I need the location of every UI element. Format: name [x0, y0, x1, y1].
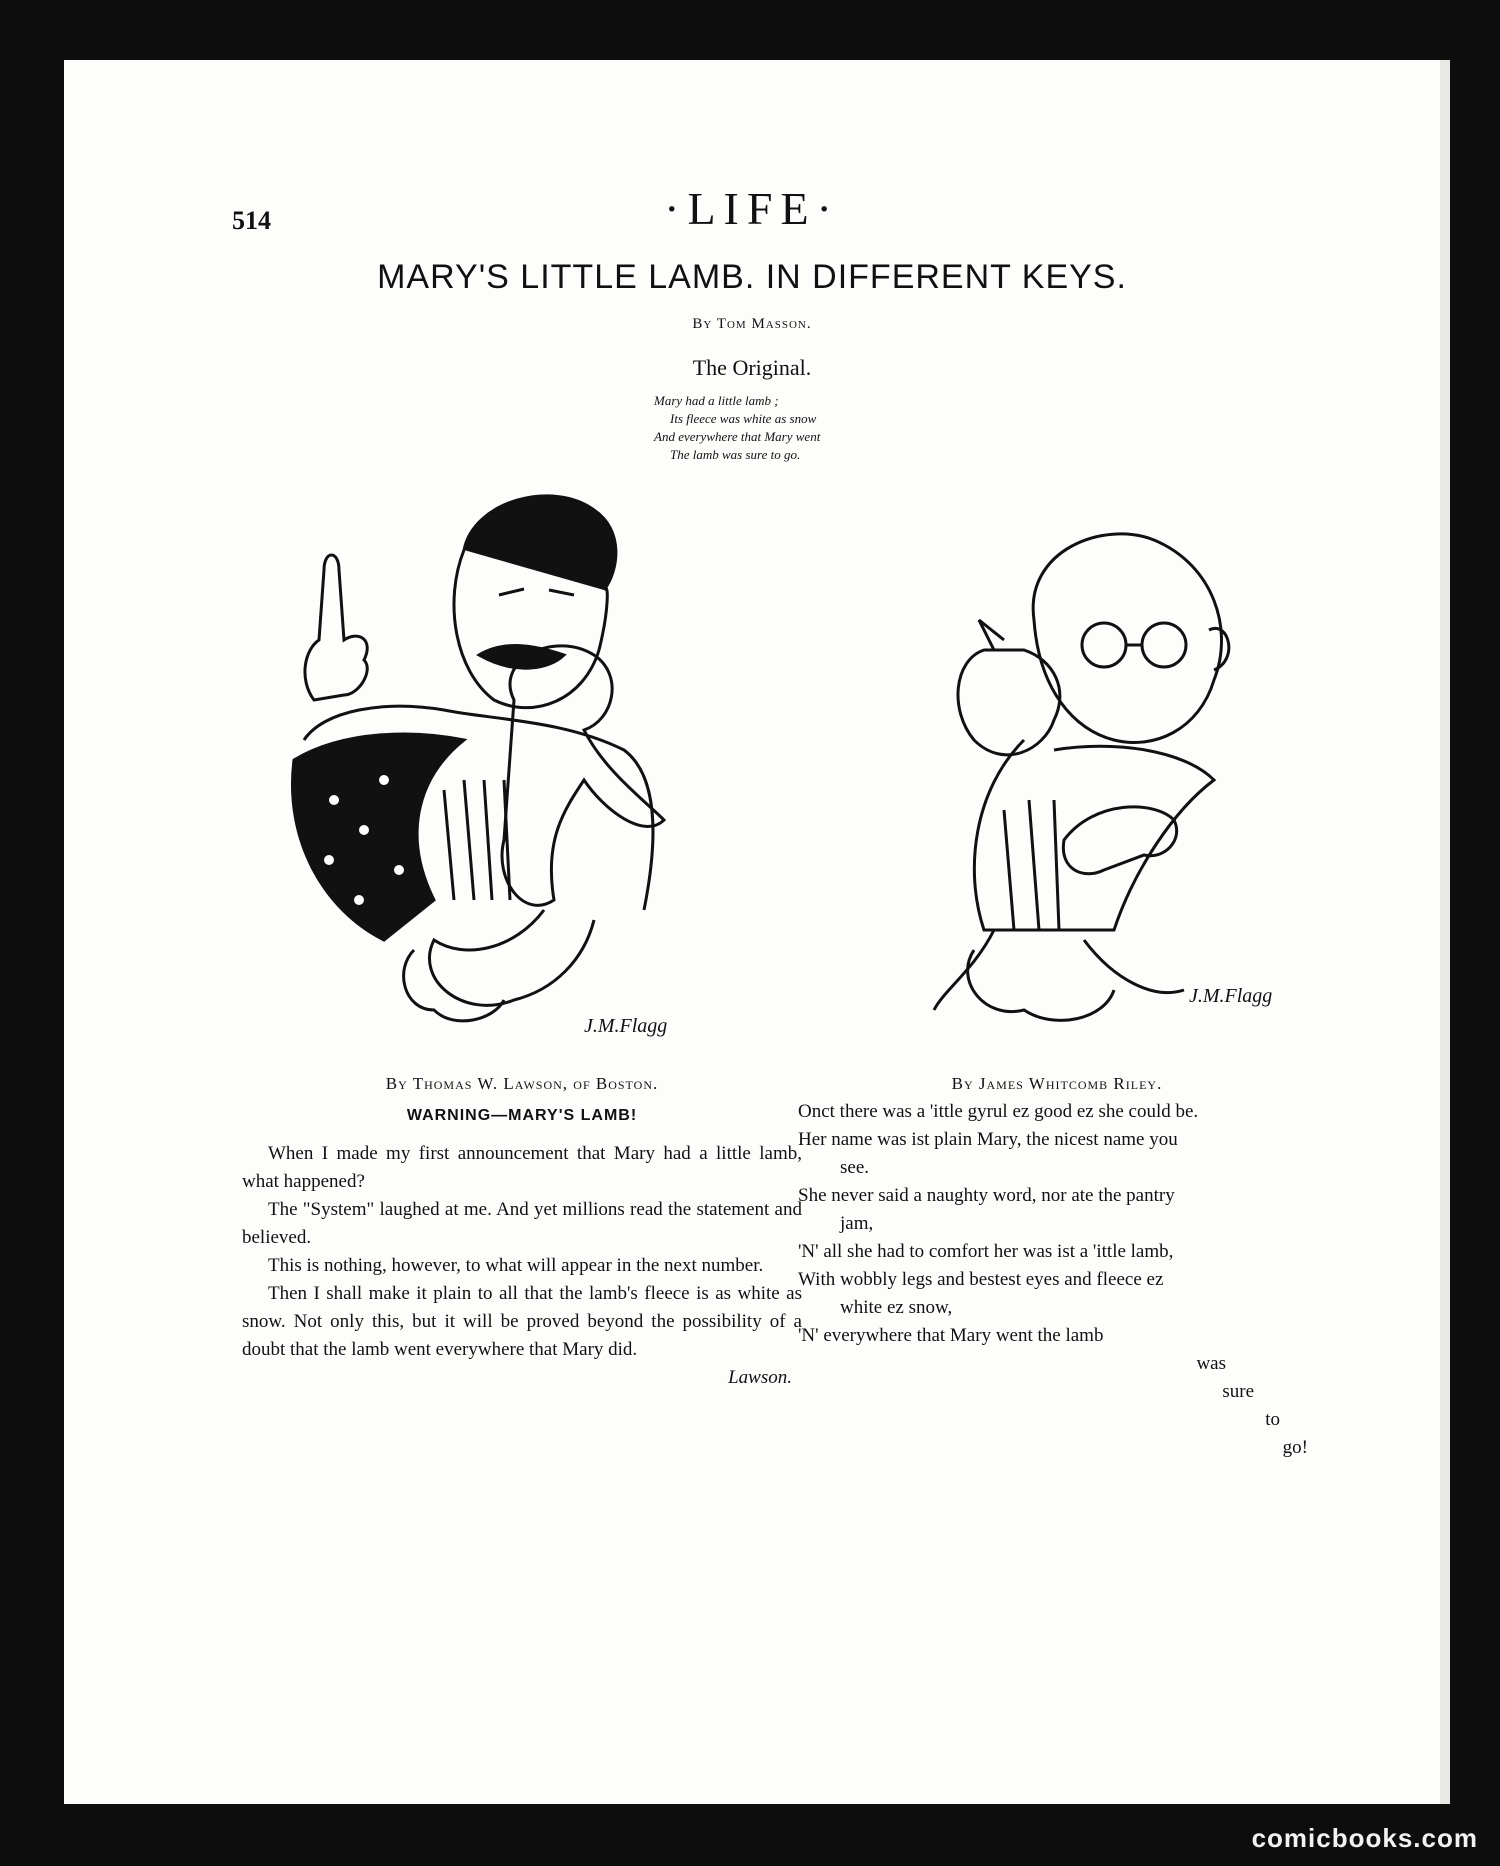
verse-line: Its fleece was white as snow: [670, 411, 817, 426]
right-column-byline: By James Whitcomb Riley.: [951, 1074, 1163, 1093]
masthead: ·LIFE·: [664, 183, 840, 234]
left-column: [242, 1070, 802, 1392]
original-verse: [654, 392, 954, 464]
paragraph: Then I shall make it plain to all that the lamb's fleece is as white as snow. Not only this, but it will be proved beyond the possibility of a doubt that the lamb went everywhere that Mary did.: [242, 1283, 802, 1360]
verse-line: The lamb was sure to go.: [670, 447, 801, 462]
paragraph: This is nothing, however, to what will appear in the next number.: [268, 1255, 764, 1276]
artist-signature-right: J.M.Flagg: [1189, 985, 1273, 1007]
poem-line: With wobbly legs and bestest eyes and fleece ez: [798, 1269, 1164, 1290]
caricature-mustached-man-holding-lamb: [264, 480, 784, 1070]
paragraph: The "System" laughed at me. And yet millions read the statement and believed.: [242, 1199, 802, 1248]
verse-line: And everywhere that Mary went: [654, 429, 821, 444]
poem-line: 'N' all she had to comfort her was ist a 'ittle lamb,: [798, 1241, 1174, 1262]
left-column-heading: WARNING—MARY'S LAMB!: [406, 1107, 638, 1124]
illustration-left: [264, 480, 784, 1070]
article-byline: By Tom Masson.: [692, 316, 812, 332]
lawson-signature: Lawson.: [728, 1367, 792, 1388]
poem-line: 'N' everywhere that Mary went the lamb: [798, 1325, 1104, 1346]
artist-signature-left: J.M.Flagg: [584, 1015, 668, 1037]
right-column: [798, 1070, 1316, 1462]
left-column-byline: By Thomas W. Lawson, of Boston.: [385, 1074, 659, 1093]
magazine-page: [64, 60, 1440, 1804]
page-edge: [1440, 60, 1450, 1804]
original-heading: The Original.: [692, 355, 812, 380]
poem-line: jam,: [840, 1213, 874, 1234]
poem-line: Onct there was a 'ittle gyrul ez good ez she could be.: [798, 1101, 1199, 1122]
watermark: comicbooks.com: [1251, 1823, 1478, 1853]
poem-line: see.: [840, 1157, 870, 1178]
page-frame: [64, 60, 1440, 1804]
poem-line: She never said a naughty word, nor ate the pantry: [798, 1185, 1175, 1206]
paragraph: When I made my first announcement that Mary had a little lamb, what happened?: [242, 1143, 802, 1192]
verse-line: Mary had a little lamb ;: [654, 393, 779, 408]
poem-line: Her name was ist plain Mary, the nicest name you: [798, 1129, 1178, 1150]
poem-line: white ez snow,: [840, 1297, 953, 1318]
staircase-word: go!: [1282, 1437, 1308, 1458]
staircase-word: sure: [1222, 1381, 1254, 1402]
staircase-word: to: [1265, 1409, 1280, 1430]
article-title: MARY'S LITTLE LAMB. IN DIFFERENT KEYS.: [377, 258, 1127, 296]
page-number: 514: [232, 206, 271, 235]
staircase-word: was: [1196, 1353, 1226, 1374]
